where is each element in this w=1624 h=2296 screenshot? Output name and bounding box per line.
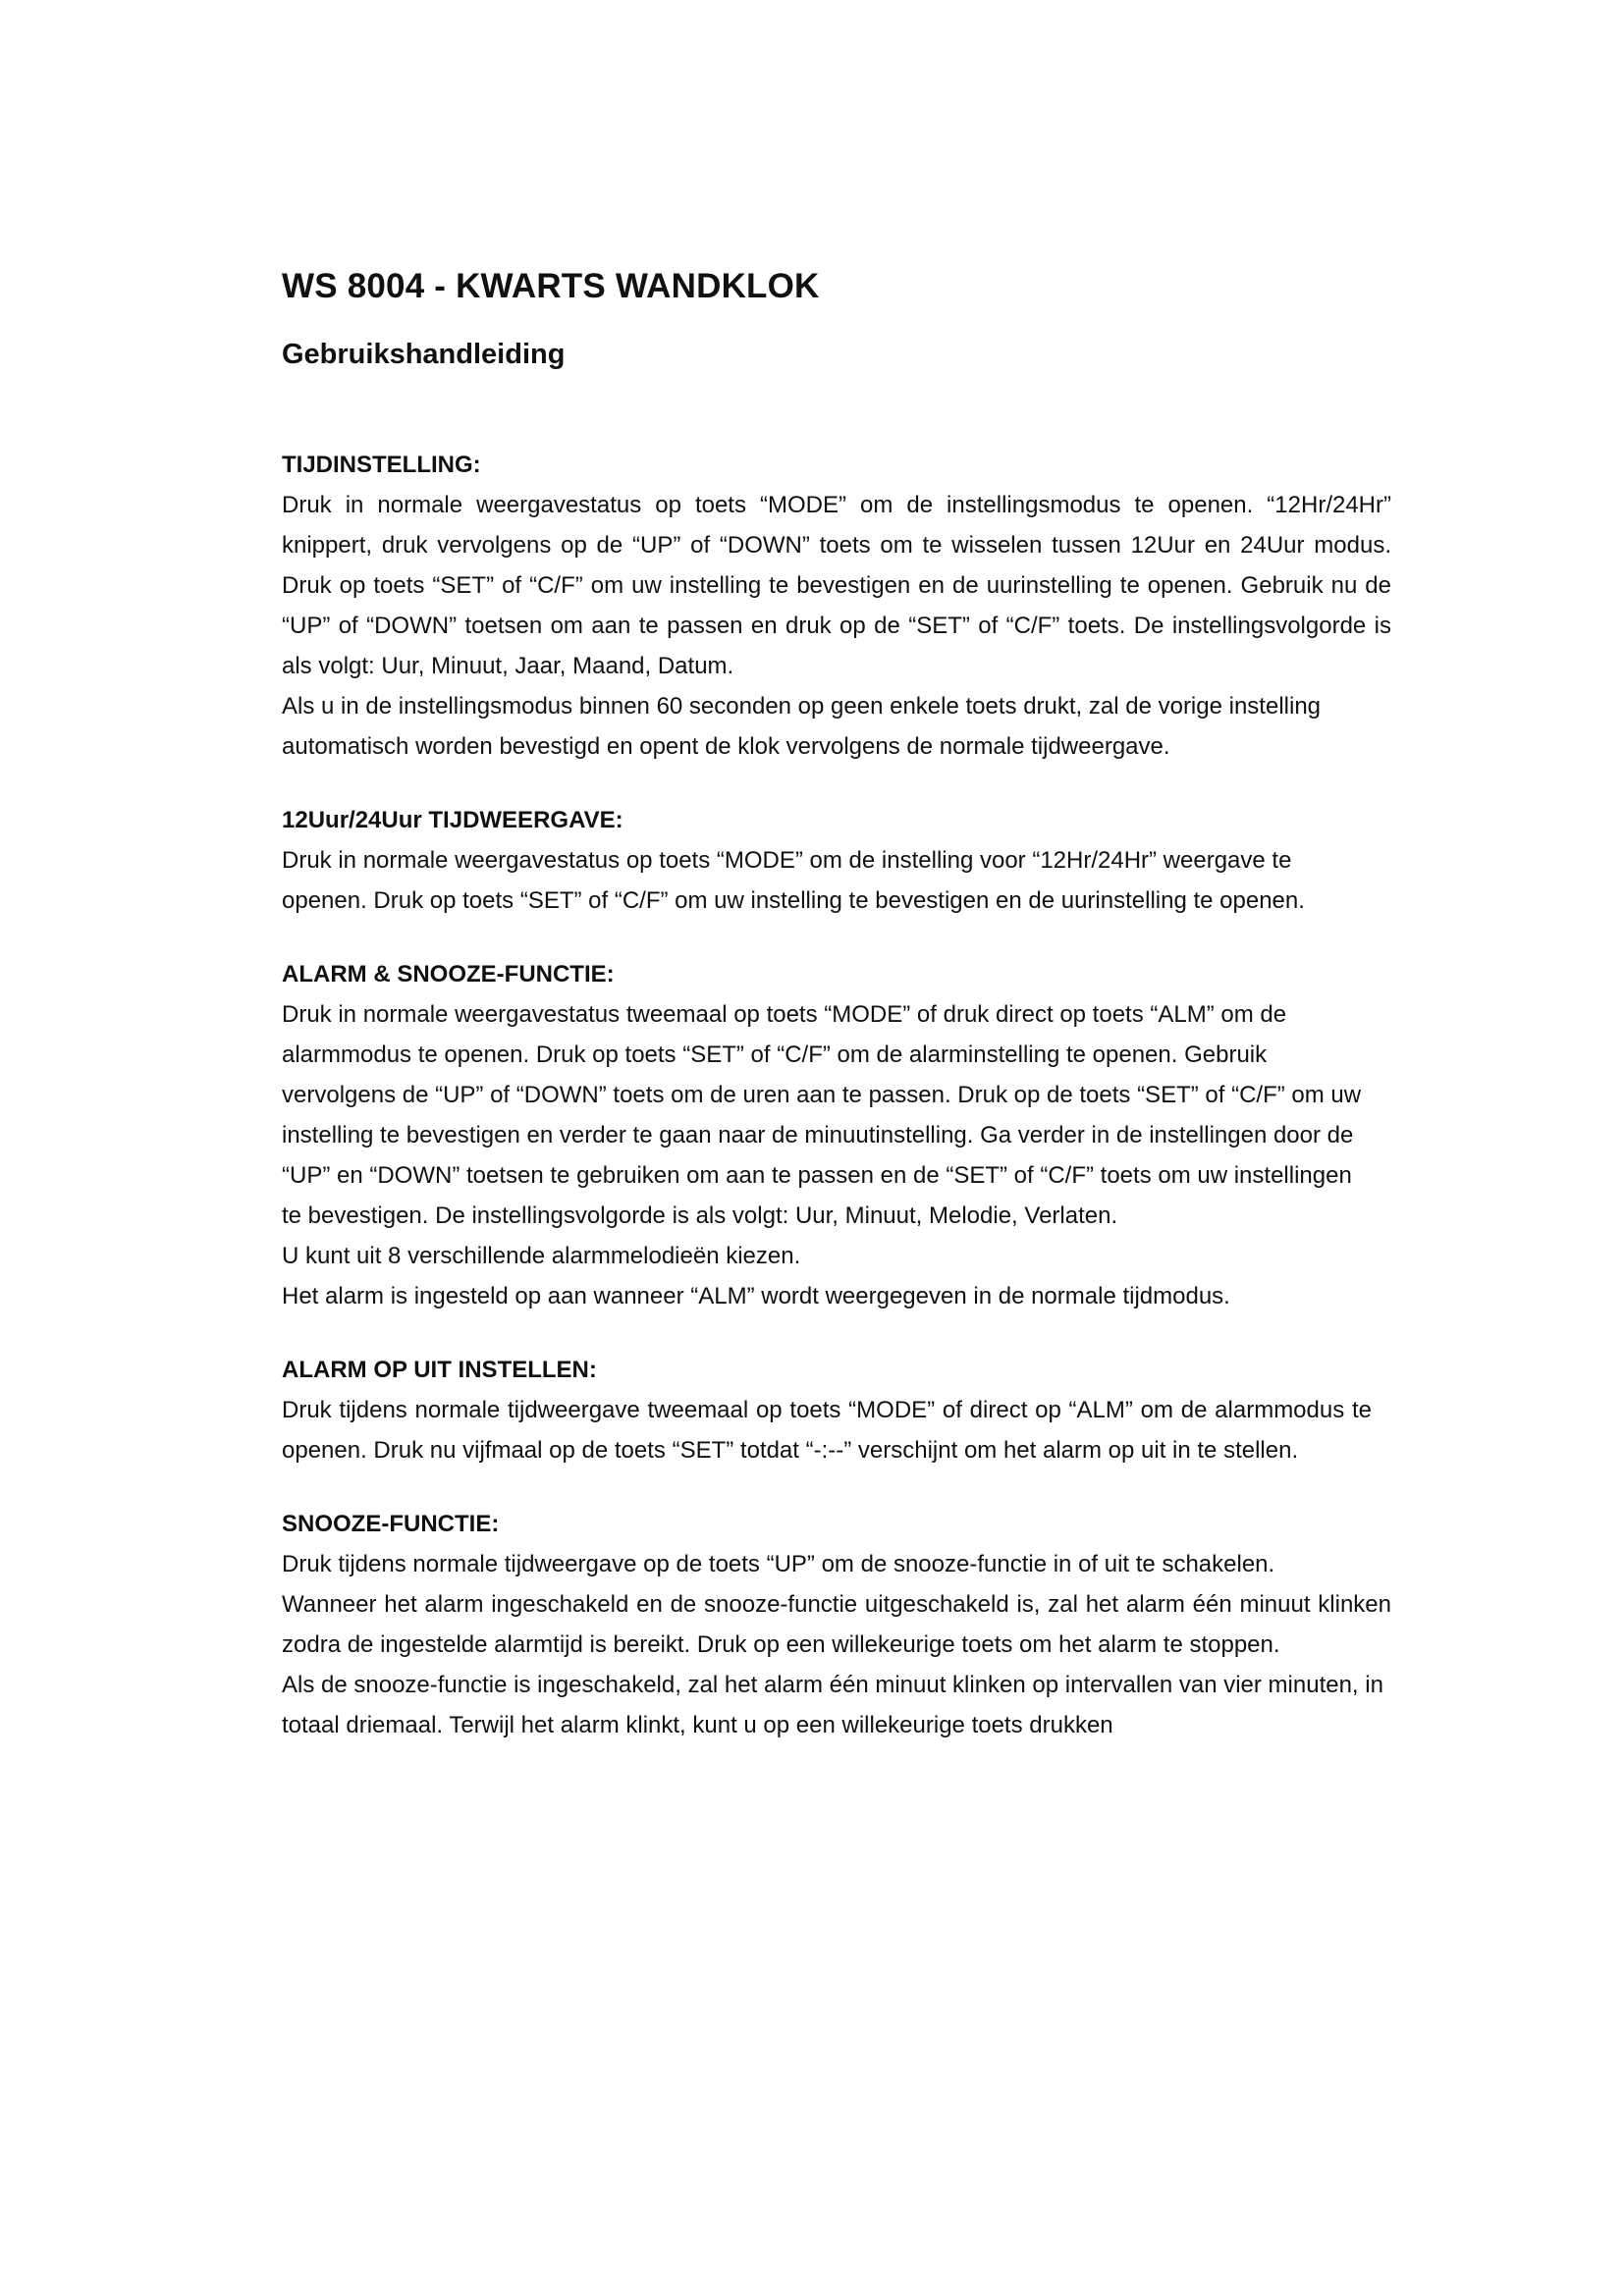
section-paragraph: Wanneer het alarm ingeschakeld en de snooze-functie uitgeschakeld is, zal het alarm één minuut klinken zodra de ingestelde alarmtijd is bereikt. Druk op een willekeurige toets om het alarm te stoppen. (282, 1591, 1391, 1658)
section-paragraph: Druk in normale weergavestatus op toets “MODE” om de instelling voor “12Hr/24Hr” weergave te openen. Druk op toets “SET” of “C/F” om uw instelling te bevestigen en de uurinstelling te openen. (282, 847, 1305, 914)
document-page (282, 265, 1391, 1745)
section-12-24-weergave (282, 801, 1391, 921)
section-tijdinstelling (282, 446, 1391, 767)
section-heading: ALARM OP UIT INSTELLEN: (282, 1357, 597, 1383)
section-paragraph: Als de snooze-functie is ingeschakeld, zal het alarm één minuut klinken op intervallen van vier minuten, in totaal driemaal. Terwijl het alarm klinkt, kunt u op een willekeurige toets drukken (282, 1672, 1383, 1738)
section-paragraph: Als u in de instellingsmodus binnen 60 seconden op geen enkele toets drukt, zal de vorige instelling automatisch worden bevestigd en opent de klok vervolgens de normale tijdweergave. (282, 693, 1322, 760)
section-paragraph: Druk in normale weergavestatus tweemaal op toets “MODE” of druk direct op toets “ALM” om de alarmmodus te openen. Druk op toets “SET” of “C/F” om de alarminstelling te openen. Gebruik vervolgens de “UP” of “DOWN” toets om de uren aan te passen. Druk op de toets “SET” of “C/F” om uw instelling te bevestigen en verder te gaan naar de minuutinstelling. Ga verder in de instellingen door de “UP” en “DOWN” toetsen te gebruiken om aan te passen en de “SET” of “C/F” toets om uw instellingen te bevestigen. De instellingsvolgorde is als volgt: Uur, Minuut, Melodie, Verlaten. (282, 1001, 1362, 1229)
section-paragraph: Druk tijdens normale tijdweergave tweemaal op toets “MODE” of direct op “ALM” om de alarmmodus te openen. Druk nu vijfmaal op de toets “SET” totdat “-:--” verschijnt om het alarm op uit in te stellen. (282, 1397, 1372, 1464)
section-paragraph: Druk in normale weergavestatus op toets “MODE” om de instellingsmodus te openen. “12Hr/24Hr” knippert, druk vervolgens op de “UP” of “DOWN” toets om te wisselen tussen 12Uur en 24Uur modus. Druk op toets “SET” of “C/F” om uw instelling te bevestigen en de uurinstelling te openen. Gebruik nu de “UP” of “DOWN” toetsen om aan te passen en druk op de “SET” of “C/F” toets. De instellingsvolgorde is als volgt: Uur, Minuut, Jaar, Maand, Datum. (282, 492, 1391, 679)
section-alarm-snooze (282, 955, 1391, 1316)
section-paragraph: Het alarm is ingesteld op aan wanneer “ALM” wordt weergegeven in de normale tijdmodus. (282, 1283, 1230, 1309)
section-heading: TIJDINSTELLING: (282, 452, 481, 478)
section-heading: 12Uur/24Uur TIJDWEERGAVE: (282, 807, 623, 833)
section-snooze (282, 1505, 1391, 1745)
section-alarm-op-uit (282, 1351, 1391, 1470)
document-subtitle: Gebruikshandleiding (282, 339, 566, 370)
section-heading: ALARM & SNOOZE-FUNCTIE: (282, 961, 615, 988)
document-title: WS 8004 - KWARTS WANDKLOK (282, 267, 820, 305)
section-paragraph: U kunt uit 8 verschillende alarmmelodieën kiezen. (282, 1243, 801, 1269)
section-paragraph: Druk tijdens normale tijdweergave op de toets “UP” om de snooze-functie in of uit te schakelen. (282, 1551, 1275, 1577)
section-heading: SNOOZE-FUNCTIE: (282, 1511, 500, 1537)
